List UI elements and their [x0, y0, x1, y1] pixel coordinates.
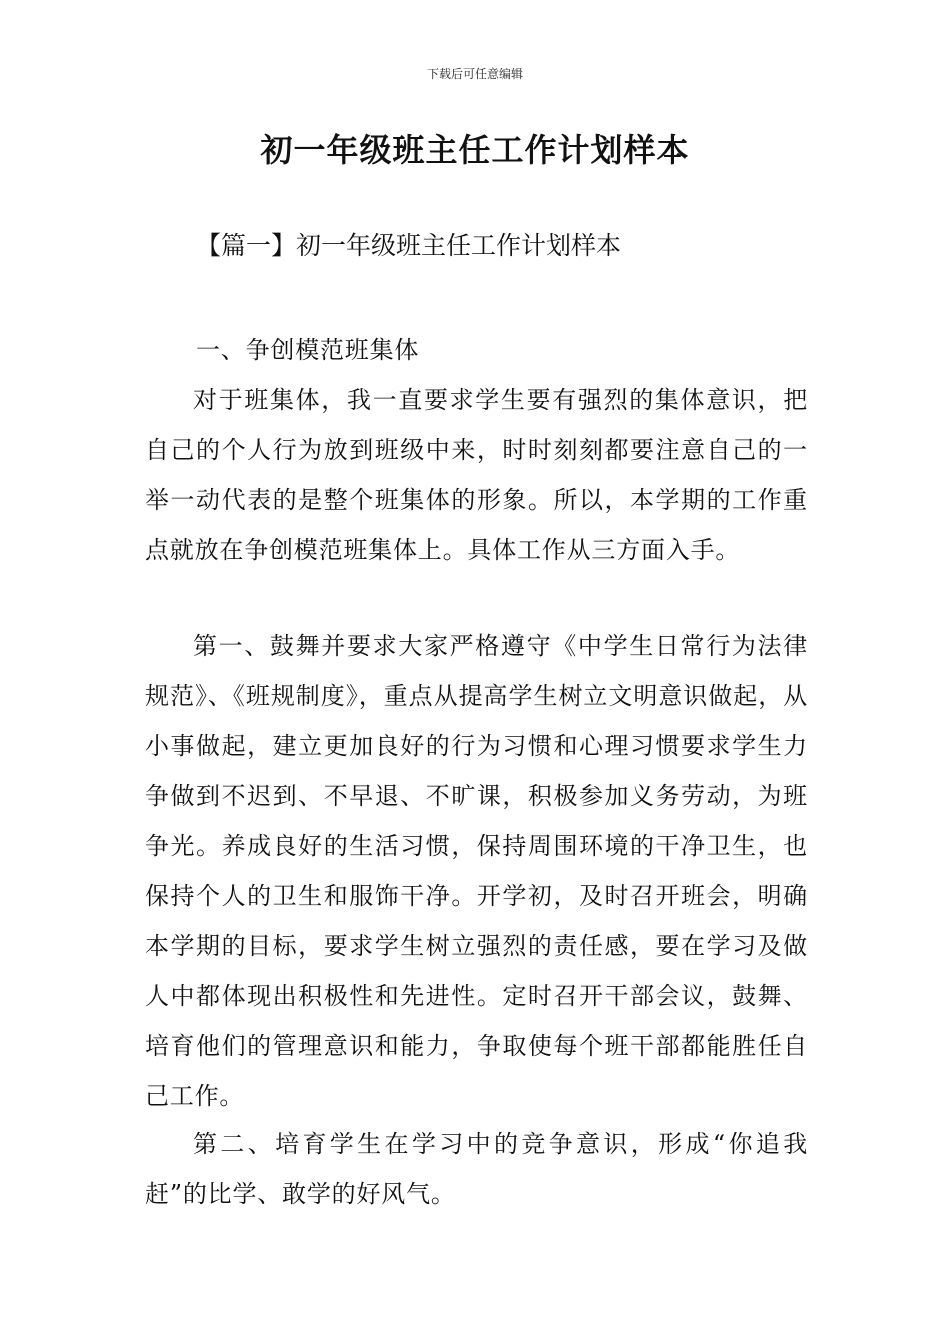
paragraph-1: 对于班集体，我一直要求学生要有强烈的集体意识，把自己的个人行为放到班级中来，时时刻刻都要注意自己的一举一动代表的是整个班集体的形象。所以，本学期的工作重点就放在争创模范班集体上。具体工作从三方面入手。 [145, 386, 808, 564]
subheading: 一、争创模范班集体 [196, 336, 420, 364]
paragraph-3: 第二、培育学生在学习中的竞争意识，形成“你追我赶”的比学、敢学的好风气。 [145, 1130, 808, 1208]
page-header-note: 下载后可任意编辑 [426, 67, 523, 81]
document-title: 初一年级班主任工作计划样本 [260, 131, 690, 169]
paragraph-2: 第一、鼓舞并要求大家严格遵守《中学生日常行为法律规范》、《班规制度》，重点从提高学生树立文明意识做起，从小事做起，建立更加良好的行为习惯和心理习惯要求学生力争做到不迟到、不早退、不旷课，积极参加义务劳动，为班争光。养成良好的生活习惯，保持周围环境的干净卫生，也保持个人的卫生和服饰干净。开学初，及时召开班会，明确本学期的目标，要求学生树立强烈的责任感，要在学习及做人中都体现出积极性和先进性。定时召开干部会议，鼓舞、培育他们的管理意识和能力，争取使每个班干部都能胜任自己工作。 [145, 632, 808, 1110]
section-title: 【篇一】初一年级班主任工作计划样本 [196, 231, 622, 260]
